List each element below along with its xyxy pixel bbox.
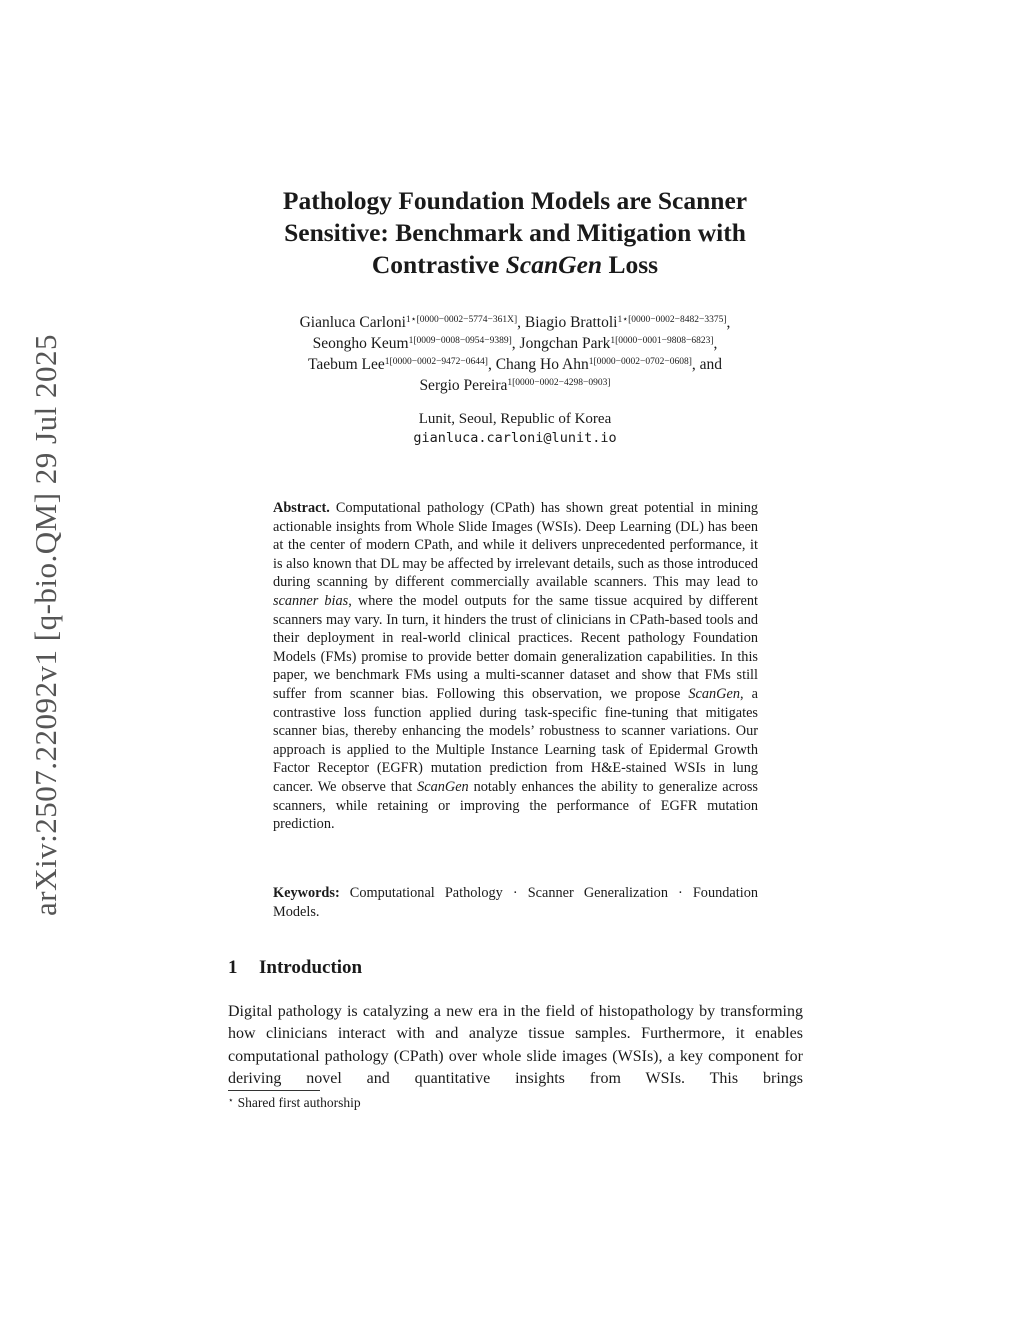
author-orcid: 1[0009−0008−0954−9389]: [408, 336, 512, 346]
arxiv-identifier: arXiv:2507.22092v1 [q-bio.QM] 29 Jul 2025: [28, 334, 63, 916]
author-orcid: 1[0000−0002−4298−0903]: [507, 378, 611, 388]
author-line: Taebum Lee$^{1[0000-0002-9472-0644]}$, Chang Ho Ahn$^{1[0000-0002-0702-0608]}$, and: [307, 356, 722, 373]
affiliation-block: [300, 410, 730, 448]
author-orcid: 1[0000−0002−9472−0644]: [384, 357, 488, 367]
keywords-text: Computational Pathology · Scanner Generalization · Foundation Models.: [273, 885, 758, 920]
author-list: [215, 312, 815, 396]
contact-email[interactable]: gianluca.carloni@lunit.io: [413, 430, 617, 446]
author-name: Seongho Keum: [312, 335, 409, 352]
author-orcid: 1[0000−0002−0702−0608]: [588, 357, 692, 367]
footnote: [228, 1095, 361, 1111]
footnote-text: Shared first authorship: [237, 1095, 361, 1110]
author-name: Sergio Pereira: [419, 377, 508, 394]
footnote-mark: ⋆: [228, 1095, 234, 1105]
author-name: Gianluca Carloni: [299, 314, 406, 331]
author-line: Seongho Keum$^{1[0009-0008-0954-9389]}$, Jongchan Park$^{1[0000-0001-9808-6823]}$,: [312, 335, 718, 352]
method-name: ScanGen: [688, 685, 740, 702]
paper-title: [230, 185, 800, 281]
title-method-name: ScanGen: [505, 250, 603, 279]
keywords: [273, 884, 758, 921]
section-number: 1: [228, 957, 238, 978]
affiliation: Lunit, Seoul, Republic of Korea: [418, 411, 612, 427]
keywords-label: Keywords:: [273, 885, 340, 901]
author-line: [215, 375, 815, 396]
author-name: Chang Ho Ahn: [495, 356, 589, 373]
author-orcid: 1[0000−0001−9808−6823]: [610, 336, 714, 346]
intro-paragraph: Digital pathology is catalyzing a new era in the field of histopathology by transforming how clinicians interact with and analyze tissue samples. Furthermore, it enables computational pathology (CPath) over whole slide images (WSIs), a key component for deriving novel and quantitative insights from WSIs. This brings: [228, 1003, 803, 1087]
section-title: Introduction: [259, 957, 363, 978]
author-line: Gianluca Carloni$^{1⋆[0000-0002-5774-361X]}$, Biagio Brattoli$^{1⋆[0000-0002-8482-3375]}$,: [299, 314, 731, 331]
author-name: Biagio Brattoli: [524, 314, 618, 331]
abstract: Abstract. Computational pathology (CPath) has shown great potential in mining actionable insights from Whole Slide Images (WSIs). Deep Learning (DL) has been at the center of modern CPath, and while it delivers unprecedented performance, it is also known that DL may be affected by irrelevant details, such as those introduced during scanning by different commercially available scanners. This may lead to scanner bias, where the model outputs for the same tissue acquired by different scanners may vary. In turn, it hinders the trust of clinicians in CPath-based tools and their deployment in real-world clinical practices. Recent pathology Foundation Models (FMs) promise to provide better domain generalization capabilities. In this paper, we benchmark FMs using a multi-scanner dataset and show that FMs still suffer from scanner bias. Following this observation, we propose ScanGen, a contrastive loss function applied during task-specific fine-tuning that mitigates scanner bias, thereby enhancing the models’ robustness to scanner variations. Our approach is applied to the Multiple Instance Learning task of Epidermal Growth Factor Receptor (EGFR) mutation prediction from H&E-stained WSIs in lung cancer. We observe that ScanGen notably enhances the ability to generalize across scanners, while retaining or improving the performance of EGFR mutation prediction.: [273, 500, 759, 833]
method-name: ScanGen: [417, 778, 469, 795]
arxiv-sidebar: [28, 270, 64, 980]
title-line-3: Contrastive ScanGen Loss: [371, 250, 659, 279]
section-heading: [228, 957, 362, 979]
title-line-2: Sensitive: Benchmark and Mitigation with: [284, 218, 746, 247]
footnote-rule: [228, 1090, 320, 1091]
abstract-label: Abstract.: [273, 500, 330, 516]
author-orcid: 1⋆[0000−0002−5774−361X]: [405, 315, 518, 325]
author-name: Taebum Lee: [307, 356, 385, 373]
emphasis: scanner bias: [273, 592, 349, 609]
title-line-1: Pathology Foundation Models are Scanner: [282, 186, 748, 215]
author-orcid: 1⋆[0000−0002−8482−3375]: [617, 315, 727, 325]
author-name: Jongchan Park: [519, 335, 611, 352]
